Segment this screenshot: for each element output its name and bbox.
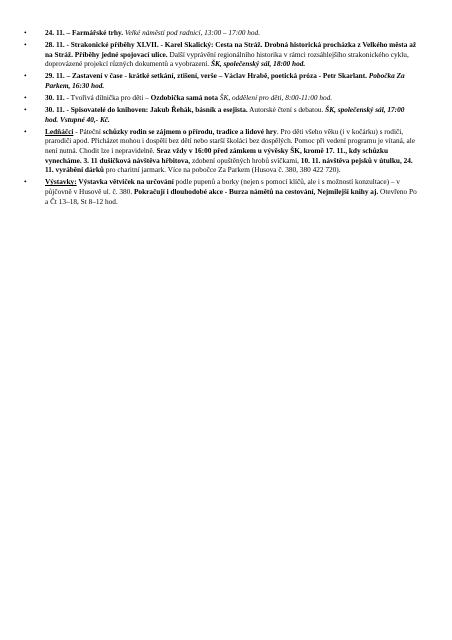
list-item-writers: [22, 105, 417, 124]
event-title: 24. 11. – Farmářské trhy.: [45, 28, 124, 37]
section-highlight: Sraz vždy v 16:00 před zámkem u vývěsky ŠK, kromě 17. 11., kdy schůzku vynecháme. 3. 11 dušičková návštěva hřbitova,: [45, 146, 389, 165]
event-title: 28. 11. - Strakonické příběhy XLVII. - Karel Skalický: Cesta na Stráž. Drobná historická procházka z Velkého města až na Stráž. Příběhy jedné spojovací ulice.: [45, 40, 417, 59]
section-text: pro charitní jarmark. Více na pobočce Za Parkem (Husova č. 380, 380 422 720).: [104, 165, 341, 175]
section-heading: Ledňáčci: [45, 126, 74, 136]
section-highlight: Výstavka větviček na určování: [76, 177, 174, 187]
section-highlight: schůzky rodin se zájmem o přírodu, tradice a lidové hry: [102, 126, 277, 136]
event-date: 30. 11.: [45, 93, 65, 103]
event-place-time: ŠK, oddělení pro děti, 8:00-11:00 hod.: [217, 93, 333, 103]
list-item-lednacci: [22, 127, 417, 175]
bullet-icon: •: [24, 28, 27, 37]
section-text: Otevřeno Po a Čt 13–18, St 8–12 hod.: [45, 186, 417, 206]
bullet-icon: •: [24, 40, 27, 50]
section-text: zdobení opuštěných hrobů svíčkami,: [190, 155, 301, 165]
section-text: - Páteční: [73, 126, 103, 136]
event-place-time: ŠK, společenský sál, 18:00 hod.: [210, 59, 306, 69]
section-text: podle pupenů a borky (nejen s pomocí klíčů, ale i s možností konzultace) – v půjčovně v Husově ul. č. 380.: [45, 177, 400, 196]
bullet-icon: •: [24, 105, 27, 115]
bullet-icon: •: [24, 93, 27, 103]
list-item-exhibitions: [22, 177, 417, 206]
section-highlight: 10. 11. návštěva pejsků v útulku, 24. 11. vyrábění dárků: [45, 155, 413, 175]
event-title: 30. 11. - Spisovatelé do knihoven: Jakub Řehák, básník a esejista.: [45, 105, 248, 115]
list-item-time-stop: [22, 71, 417, 90]
bullet-icon: •: [24, 126, 27, 136]
section-highlight: Pokračují i dlouhodobé akce - Burza námětů na cestování, Nejmilejší knihy aj.: [133, 186, 379, 196]
list-item-strakonice-stories: [22, 40, 417, 69]
event-place-time: Velké náměstí pod radnicí, 13:00 – 17:00 hod.: [123, 28, 261, 37]
event-title: 29. 11. – Zastavení v čase - krátké setkání, ztišení, verše – Václav Hrabě, poetická próza - Petr Skarlant.: [45, 71, 367, 81]
event-list: [22, 28, 417, 209]
section-text: . Pro děti všeho věku (i v kočárku) s rodiči, prarodiči apod. Přicházet mohou i dospělí bez dětí nebo starší školáci bez dospělých. Pomoc při vedení programu je vítaná, ale není nutná. Chodit lze i nepravidelně.: [45, 126, 416, 156]
event-place-time: ŠK, společenský sál, 17:00 hod. Vstupné 40,- Kč.: [45, 105, 405, 124]
section-heading: Výstavky:: [45, 177, 77, 187]
event-description: Další vyprávění regionálního historika v rámci rozsáhlejšího strakonického cyklu, doprovázené projekcí různých dokumentů a vyobrazení.: [45, 49, 409, 69]
bullet-icon: •: [24, 71, 27, 81]
event-place-time: Pobočka Za Parkem, 16:30 hod.: [45, 71, 405, 90]
event-title: Ozdobička samá nota: [150, 93, 218, 103]
bullet-icon: •: [24, 177, 27, 187]
list-item-creative-workshop: [22, 93, 417, 103]
event-description: - Tvořivá dílnička pro děti –: [64, 93, 151, 103]
event-description: Autorské čtení s debatou.: [247, 105, 326, 115]
list-item-farmers-market: [22, 28, 417, 38]
